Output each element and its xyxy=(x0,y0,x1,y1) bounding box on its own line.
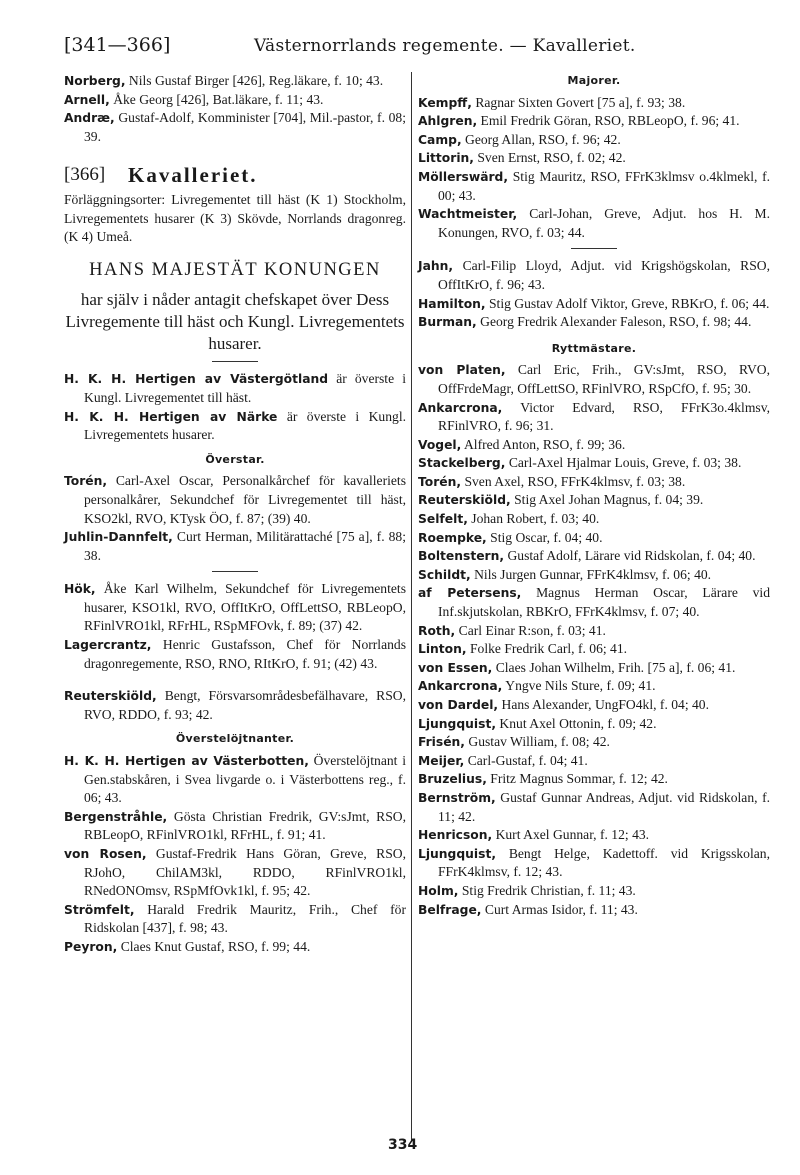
list-item xyxy=(418,566,770,585)
list-item xyxy=(418,845,770,882)
list-item xyxy=(418,715,770,734)
entry-text: Kurt Axel Gunnar, f. 12; 43. xyxy=(495,827,650,843)
entry-text: Bengt Helge, Kadettoff. vid Krigsskolan, FFrK4klmsv, f. 12; 43. xyxy=(438,845,770,880)
list-item xyxy=(418,733,770,752)
entry-name: Roempke, xyxy=(418,530,487,545)
list-item xyxy=(418,584,770,621)
entry-name: Ankarcrona, xyxy=(418,400,503,415)
entry-text: Stig Axel Johan Magnus, f. 04; 39. xyxy=(514,492,704,508)
list-item xyxy=(418,205,770,242)
entry-text: Nils Gustaf Birger [426], Reg.läkare, f. 10; 43. xyxy=(128,73,384,88)
entry-name: Strömfelt, xyxy=(64,902,135,917)
list-item xyxy=(64,91,406,110)
right-column xyxy=(418,72,770,919)
entry-name: Stackelberg, xyxy=(418,456,506,471)
majorer-heading: Majorer. xyxy=(567,74,621,87)
entry-name: Ahlgren, xyxy=(418,114,478,129)
list-item xyxy=(64,938,406,957)
section-title: Kavalleriet. xyxy=(128,163,258,188)
list-item xyxy=(418,659,770,678)
entry-text: Harald Fredrik Mauritz, Frih., Chef för Ridskolan [437], f. 98; 43. xyxy=(84,901,406,936)
overstar-entries-2 xyxy=(64,580,406,673)
list-item xyxy=(418,94,770,113)
entry-text: Stig Fredrik Christian, f. 11; 43. xyxy=(461,882,636,898)
entry-name: von Dardel, xyxy=(418,698,499,712)
entry-name: Selfelt, xyxy=(418,512,468,527)
entry-name: H. K. H. Hertigen av Närke xyxy=(64,409,278,424)
entry-text: Henric Gustafsson, Chef för Norrlands dragonregemente, RSO, RNO, RItKrO, f. 91; (42) 43. xyxy=(84,637,406,671)
list-item xyxy=(418,257,770,294)
entry-text: Ragnar Sixten Govert [75 a], f. 93; 38. xyxy=(475,94,686,110)
entry-text: Gustaf-Fredrik Hans Göran, Greve, RSO, RJohO, ChilAM3kl, RDDO, RFinlVRO1kl, RNedONOmsv, RSpMfOvk1kl, f. 95; 42. xyxy=(84,846,406,899)
entry-text: Victor Edvard, RSO, FFrK3o.4klmsv, RFinlVRO, f. 96; 31. xyxy=(438,399,771,434)
list-item xyxy=(418,901,770,920)
entry-name: von Essen, xyxy=(418,660,493,675)
list-item xyxy=(418,131,770,150)
entry-name: Henricson, xyxy=(418,828,493,843)
entry-name: Lagercrantz, xyxy=(64,638,152,653)
list-item xyxy=(64,408,406,445)
majorer-entries xyxy=(418,94,770,243)
entry-text: Johan Robert, f. 03; 40. xyxy=(471,511,600,527)
list-item xyxy=(418,436,770,455)
entry-text: Stig Mauritz, RSO, FFrK3klmsv o.4klmekl, f. 00; 43. xyxy=(438,168,770,203)
entry-text: Stig Oscar, f. 04; 40. xyxy=(490,529,603,545)
majorer-entries-2 xyxy=(418,257,770,331)
column-divider xyxy=(411,72,412,1142)
entry-name: Möllerswärd, xyxy=(418,169,509,184)
entry-text: Fritz Magnus Sommar, f. 12; 42. xyxy=(490,771,668,787)
entry-text: Knut Axel Ottonin, f. 09; 42. xyxy=(499,715,657,731)
entry-name: Ljungquist, xyxy=(418,716,497,731)
section-number: [366] xyxy=(64,164,106,186)
entry-name: Roth, xyxy=(418,623,456,638)
entry-text: Carl Eric, Frih., GV:sJmt, RSO, RVO, OffFrdeMagr, OffLettSO, RFinlVRO, RSpCfO, f. 95; 30. xyxy=(438,362,770,396)
ryttmastare-heading: Ryttmästare. xyxy=(551,341,637,355)
list-item xyxy=(418,640,770,659)
entry-text: Georg Allan, RSO, f. 96; 42. xyxy=(465,131,621,147)
entry-name: Meijer, xyxy=(418,753,465,768)
list-item xyxy=(64,109,406,146)
entry-text: Överstelöjtnant i Gen.stabskåren, i Svea livgarde o. i Västerbottens reg., f. 06; 43. xyxy=(84,753,406,806)
entry-name: Jahn, xyxy=(418,259,454,274)
list-item xyxy=(418,752,770,771)
list-item xyxy=(418,295,770,314)
entry-text: Georg Fredrik Alexander Faleson, RSO, f. 98; 44. xyxy=(480,314,752,330)
divider-rule xyxy=(571,248,617,249)
header-title: Västernorrlands regemente. — Kavalleriet. xyxy=(254,36,636,56)
entry-name: Reuterskiöld, xyxy=(418,493,511,508)
entry-name: Andræ, xyxy=(64,111,115,126)
entry-name: Schildt, xyxy=(418,567,471,582)
entry-text: Carl-Axel Oscar, Personalkårchef för kavalleriets personalkårer, Sekundchef för Livregementet till häst, KSO2kl, RVO, KTysk ÖO, f. 87; (39) 40. xyxy=(84,473,406,526)
entry-name: Wachtmeister, xyxy=(418,207,518,222)
entry-name: Hamilton, xyxy=(418,296,486,311)
list-item xyxy=(64,580,406,636)
entry-name: Peyron, xyxy=(64,939,118,954)
overstelojtnanter-heading: Överstelöjtnanter. xyxy=(175,732,295,746)
list-item xyxy=(64,808,406,845)
entry-name: Arnell, xyxy=(64,92,110,107)
entry-name: Hök, xyxy=(64,582,96,597)
entry-name: Bernström, xyxy=(418,790,496,805)
list-item xyxy=(418,677,770,696)
section-heading xyxy=(64,163,406,188)
entry-name: von Platen, xyxy=(418,363,506,378)
list-item xyxy=(418,622,770,641)
entry-name: Boltenstern, xyxy=(418,549,505,564)
entry-text: Gustav William, f. 08; 42. xyxy=(468,734,610,750)
entry-text: Claes Knut Gustaf, RSO, f. 99; 44. xyxy=(120,938,311,954)
entry-name: von Rosen, xyxy=(64,847,147,861)
list-item xyxy=(418,149,770,168)
list-item xyxy=(418,491,770,510)
entry-name: Norberg, xyxy=(64,74,126,88)
list-item: Reuterskiöld, Bengt, Försvarsområdesbefälhavare, RSO, RVO, RDDO, f. 93; 42. xyxy=(64,688,407,722)
list-item xyxy=(64,752,406,808)
list-item xyxy=(64,901,406,938)
entry-text: Gustaf-Adolf, Komminister [704], Mil.-pastor, f. 08; 39. xyxy=(84,110,406,144)
list-item xyxy=(64,845,406,901)
entry-text: Gustaf Gunnar Andreas, Adjut. vid Ridskolan, f. 11; 42. xyxy=(438,789,771,824)
entry-text: Curt Armas Isidor, f. 11; 43. xyxy=(484,901,638,917)
entry-text: är överste i Kungl. Livregementets husarer. xyxy=(84,408,406,443)
left-column xyxy=(64,72,406,957)
divider-rule xyxy=(212,361,258,362)
page-number: 334 xyxy=(388,1137,418,1153)
entry-text: Alfred Anton, RSO, f. 99; 36. xyxy=(463,436,626,452)
entry-name: Belfrage, xyxy=(418,902,482,917)
list-item xyxy=(64,472,406,528)
page-header xyxy=(64,34,764,60)
entry-text: Magnus Herman Oscar, Lärare vid Inf.skjutskolan, RBKrO, FFrK4klmsv, f. 07; 40. xyxy=(438,585,770,620)
ryttmastare-entries xyxy=(418,361,770,919)
list-item xyxy=(418,399,770,436)
header-range: [341—366] xyxy=(64,34,171,56)
entry-text: Claes Johan Wilhelm, Frih. [75 a], f. 06; 41. xyxy=(495,659,736,675)
left-top-entries xyxy=(64,72,406,146)
entry-name: Bruzelius, xyxy=(418,772,487,787)
patron-entries xyxy=(64,370,406,444)
list-item xyxy=(418,510,770,529)
list-item xyxy=(64,370,406,407)
entry-name: Ljungquist, xyxy=(418,846,497,861)
entry-text: Åke Georg [426], Bat.läkare, f. 11; 43. xyxy=(113,91,324,107)
overstelojtnanter-entries xyxy=(64,752,406,957)
entry-name: Ankarcrona, xyxy=(418,679,503,694)
hm-text: har själv i nåder antagit chefskapet över Dess Livregemente till häst och Kungl. Livregementets husarer. xyxy=(65,290,405,354)
list-item xyxy=(418,789,770,826)
entry-text: Emil Fredrik Göran, RSO, RBLeopO, f. 96; 41. xyxy=(480,113,740,129)
list-item xyxy=(418,168,770,205)
list-item xyxy=(418,826,770,845)
list-item xyxy=(418,696,770,715)
entry-name: Torén, xyxy=(418,474,462,489)
entry-text: Carl Einar R:son, f. 03; 41. xyxy=(458,622,606,638)
entry-name: Linton, xyxy=(418,642,467,657)
entry-name: Vogel, xyxy=(418,437,462,452)
entry-text: Carl-Gustaf, f. 04; 41. xyxy=(467,752,588,768)
list-item xyxy=(64,528,406,565)
entry-name: H. K. H. Hertigen av Västerbotten, xyxy=(64,754,309,769)
entry-text: Curt Herman, Militärattaché [75 a], f. 88; 38. xyxy=(84,529,406,563)
list-item xyxy=(64,72,406,91)
list-item xyxy=(418,112,770,131)
entry-text: Stig Gustav Adolf Viktor, Greve, RBKrO, f. 06; 44. xyxy=(489,295,770,311)
entry-text: Yngve Nils Sture, f. 09; 41. xyxy=(505,678,656,694)
entry-text: Carl-Axel Hjalmar Louis, Greve, f. 03; 38. xyxy=(508,455,742,471)
list-item xyxy=(418,547,770,566)
entry-text: är överste i Kungl. Livregementet till häst. xyxy=(84,371,407,405)
entry-name: Holm, xyxy=(418,883,459,898)
list-item xyxy=(418,770,770,789)
entry-name: Burman, xyxy=(418,315,477,330)
entry-name: Torén, xyxy=(64,474,108,489)
entry-text: Åke Karl Wilhelm, Sekundchef för Livregementets husarer, KSO1kl, RVO, OffItKrO, OffLettSO, RBLeopO, RFinlVRO1kl, RFrHL, RSpMFOvk, f. 89; (37) 42. xyxy=(84,581,406,634)
entry-text: Nils Jurgen Gunnar, FFrK4klmsv, f. 06; 40. xyxy=(474,566,712,582)
hm-title: HANS MAJESTÄT KONUNGEN xyxy=(89,259,381,280)
entry-name: Bergenstråhle, xyxy=(64,809,168,824)
list-item xyxy=(64,636,406,673)
list-item xyxy=(418,361,770,398)
entry-name: Juhlin-Dannfelt, xyxy=(64,530,173,545)
entry-name: Littorin, xyxy=(418,151,474,166)
list-item xyxy=(418,454,770,473)
entry-text: Carl-Filip Lloyd, Adjut. vid Krigshögskolan, RSO, OffItKrO, f. 96; 43. xyxy=(438,258,770,292)
entry-text: Folke Fredrik Carl, f. 06; 41. xyxy=(469,641,628,657)
entry-name: H. K. H. Hertigen av Västergötland xyxy=(64,372,329,387)
overstar-entries xyxy=(64,472,406,565)
list-item xyxy=(418,882,770,901)
list-item xyxy=(418,473,770,492)
entry-text: Sven Ernst, RSO, f. 02; 42. xyxy=(477,150,626,166)
overstar-heading: Överstar. xyxy=(205,452,265,466)
entry-name: Camp, xyxy=(418,132,462,147)
list-item xyxy=(418,313,770,332)
entry-text: Gustaf Adolf, Lärare vid Ridskolan, f. 04; 40. xyxy=(507,548,756,564)
entry-text: Carl-Johan, Greve, Adjut. hos H. M. Konungen, RVO, f. 03; 44. xyxy=(438,206,770,240)
placement-text: Förläggningsorter: Livregementet till häst (K 1) Stockholm, Livregementets husarer (K 3) Skövde, Norrlands dragonreg. (K 4) Umeå. xyxy=(64,191,406,245)
entry-name: Kempff, xyxy=(418,95,472,110)
entry-text: Gösta Christian Fredrik, GV:sJmt, RSO, RBLeopO, RFinlVRO1kl, RFrHL, f. 91; 41. xyxy=(84,808,407,843)
divider-rule xyxy=(212,571,258,572)
entry-text: Hans Alexander, UngFO4kl, f. 04; 40. xyxy=(501,697,710,712)
entry-name: Frisén, xyxy=(418,735,465,750)
entry-name: af Petersens, xyxy=(418,586,522,601)
entry-text: Sven Axel, RSO, FFrK4klmsv, f. 03; 38. xyxy=(464,473,686,489)
list-item xyxy=(418,529,770,548)
